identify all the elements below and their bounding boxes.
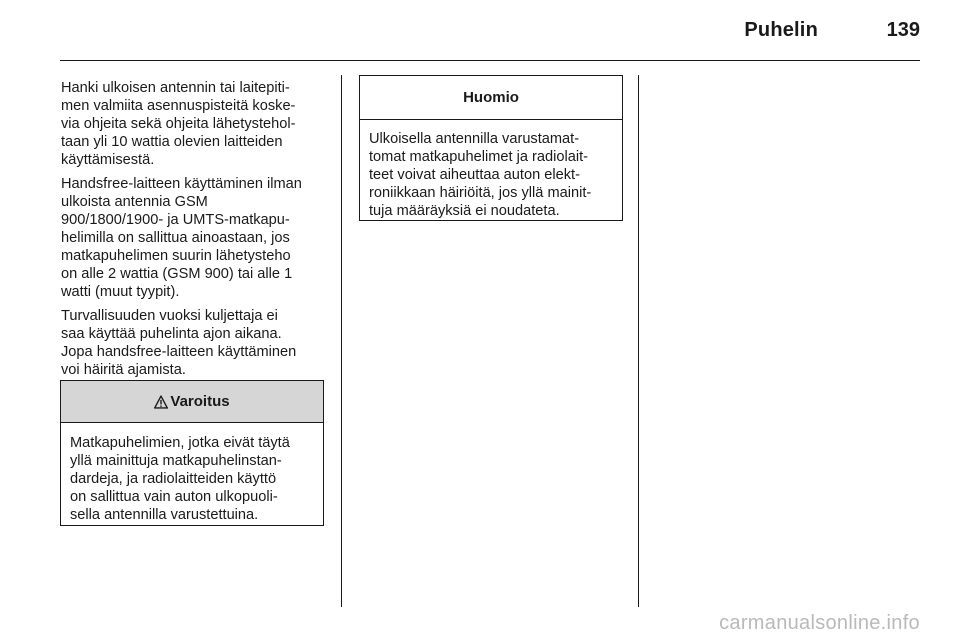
column-divider-right (638, 75, 639, 607)
page-number: 139 (886, 19, 920, 41)
note-body: Ulkoisella antennilla varustamat- tomat matkapuhelimet ja radiolait- teet voivat aiheuttaa auton elekt- roniikkaan häiriöitä, jos yllä mainit- tuja määräyksiä ei noudateta. (369, 131, 592, 219)
paragraph: Handsfree-laitteen käyttäminen ilman ulkoista antennia GSM 900/1800/1900- ja UMTS-matkapu- helimilla on sallittua ainoastaan, jos matkapuhelimen suurin lähetysteho on alle 2 wattia (GSM 900) tai alle 1 watti (muut tyypit). (61, 176, 302, 300)
warning-box (60, 380, 324, 526)
warning-triangle-icon (154, 395, 168, 409)
paragraph: Hanki ulkoisen antennin tai laitepiti- men valmiita asennuspisteitä koske- via ohjeita sekä ohjeita lähetystehol- taan yli 10 wattia olevien laitteiden käyttämisestä. (61, 80, 296, 168)
note-header (360, 76, 622, 120)
page-title: Puhelin (744, 19, 818, 41)
warning-title: Varoitus (170, 393, 230, 410)
watermark: carmanualsonline.info (719, 612, 920, 634)
note-box (359, 75, 623, 221)
warning-header (61, 381, 323, 423)
warning-body: Matkapuhelimien, jotka eivät täytä yllä mainittuja matkapuhelinstan- dardeja, ja radiolaitteiden käyttö on sallittua vain auton ulkopuoli- sella antennilla varustettuina. (70, 435, 290, 523)
header-divider (60, 60, 920, 61)
paragraph: Turvallisuuden vuoksi kuljettaja ei saa käyttää puhelinta ajon aikana. Jopa handsfree-laitteen käyttäminen voi häiritä ajamista. (61, 308, 297, 378)
column-divider-left (341, 75, 342, 607)
note-title: Huomio (463, 89, 519, 106)
left-column (61, 79, 329, 385)
